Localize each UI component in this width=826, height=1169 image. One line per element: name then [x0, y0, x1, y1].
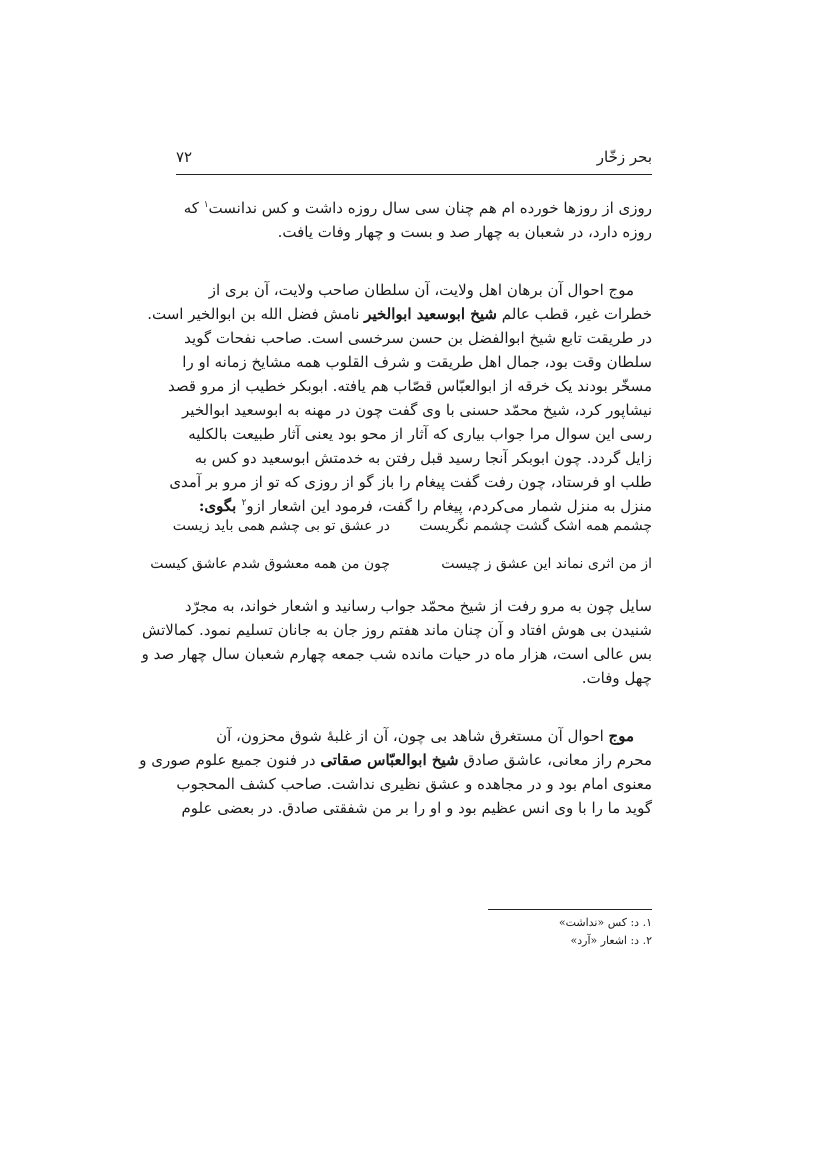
paragraph-2-line-6: نیشاپور کرد، شیخ محمّد حسنی با وی گفت چون در مهنه به ابوسعید ابوالخیر: [182, 401, 652, 419]
paragraph-4-line-3: معنوی امام بود و در مجاهده و عشق نظیری نداشت. صاحب کشف المحجوب: [176, 775, 652, 793]
name-abulabbas: شیخ ابوالعبّاس صقاتی: [320, 751, 459, 769]
paragraph-2-line-4: سلطان وقت بود، جمال اهل طریقت و شرف القلوب همه مشایخ زمانه او را: [182, 353, 652, 371]
paragraph-3-line-4: چهل وفات.: [581, 669, 652, 687]
paragraph-1-line-2: روزه دارد، در شعبان به چهار صد و بست و چهار وفات یافت.: [277, 223, 652, 241]
paragraph-2-line-7: رسی این سوال مرا جواب بیاری که آثار از محو بود یعنی آثار طبیعت بالکلیه: [188, 425, 652, 443]
paragraph-2-line-3: در طریقت تابع شیخ ابوالفضل بن حسن سرخسی است. صاحب نفحات گوید: [184, 329, 652, 347]
header-rule: [176, 174, 652, 175]
main-text: [139, 196, 652, 820]
footnote-1: ۱. د: کس «نداشت»: [558, 916, 652, 929]
page-number: ۷۲: [176, 148, 193, 166]
paragraph-3-line-1: سایل چون به مرو رفت از شیخ محمّد جواب رسانید و اشعار خواند، به مجرّد: [184, 597, 652, 615]
verse-2: [150, 556, 652, 584]
paragraph-1-line-1: روزی از روزها خورده ام هم چنان سی سال روزه داشت و کس ندانست$^۱$ که: [183, 199, 652, 217]
paragraph-3-line-3: بس عالی است، هزار ماه در حیات مانده شب جمعه چهارم شعبان سال چهار صد و: [141, 645, 652, 663]
paragraph-3-line-2: شنیدن بی هوش افتاد و آن چنان ماند هفتم روز جان به جانان تسلیم نمود. کمالاتش: [142, 621, 652, 639]
running-title: بحر زخّار: [596, 148, 652, 166]
footnote-ref-2: ۲: [241, 498, 247, 508]
verse-2-hemistich-2: چون من همه معشوق شدم عاشق کیست: [150, 556, 390, 572]
running-header: [176, 146, 652, 172]
paragraph-2-line-10: منزل به منزل شمار می‌کردم، پیغام را گفت، فرمود این اشعار ازو$^۲$ بگوی:: [198, 497, 652, 515]
name-abusaid: شیخ ابوسعید ابوالخیر: [364, 305, 498, 323]
paragraph-2-line-2: خطرات غیر، قطب عالم شیخ ابوسعید ابوالخیر نامش فضل الله بن ابوالخیر است.: [147, 305, 652, 323]
paragraph-4-line-2: محرم راز معانی، عاشق صادق شیخ ابوالعبّاس صقاتی در فنون جمیع علوم صوری و: [139, 751, 652, 769]
verse-1-hemistich-1: چشمم همه اشک گشت چشمم نگریست: [419, 518, 652, 534]
footnote-rule: [488, 909, 652, 910]
verse-1-hemistich-2: در عشق تو بی چشم همی باید زیست: [172, 518, 390, 534]
paragraph-2-line-1: موج احوال آن برهان اهل ولایت، آن سلطان صاحب ولایت، آن بری از: [208, 281, 634, 299]
paragraph-2-line-5: مسخّر بودند یک خرقه از ابوالعبّاس قصّاب هم یافته. ابوبکر خطیب از مرو قصد: [168, 377, 652, 395]
moj-heading: موج: [608, 727, 634, 745]
footnotes: [176, 914, 652, 950]
paragraph-4-line-4: گوید ما را با وی انس عظیم بود و او را بر من شفقتی صادق. در بعضی علوم: [181, 799, 652, 817]
paragraph-4-line-1: موج احوال آن مستغرق شاهد بی چون، آن از غلبهٔ شوق محزون، آن: [216, 727, 634, 745]
footnote-ref-1: ۱: [203, 200, 209, 210]
verse-1: [172, 518, 652, 546]
footnote-2: ۲. د: اشعار «آرد»: [570, 934, 652, 947]
verse-2-hemistich-1: از من اثری نماند این عشق ز چیست: [441, 556, 652, 572]
paragraph-2-line-8: زایل گردد. چون ابوبکر آنجا رسید قبل رفتن به خدمتش ابوسعید دو کس به: [194, 449, 652, 467]
paragraph-2-line-9: طلب او فرستاد، چون رفت گفت پیغام را باز گو از روزی که تو از مرو بر آمدی: [169, 473, 652, 491]
